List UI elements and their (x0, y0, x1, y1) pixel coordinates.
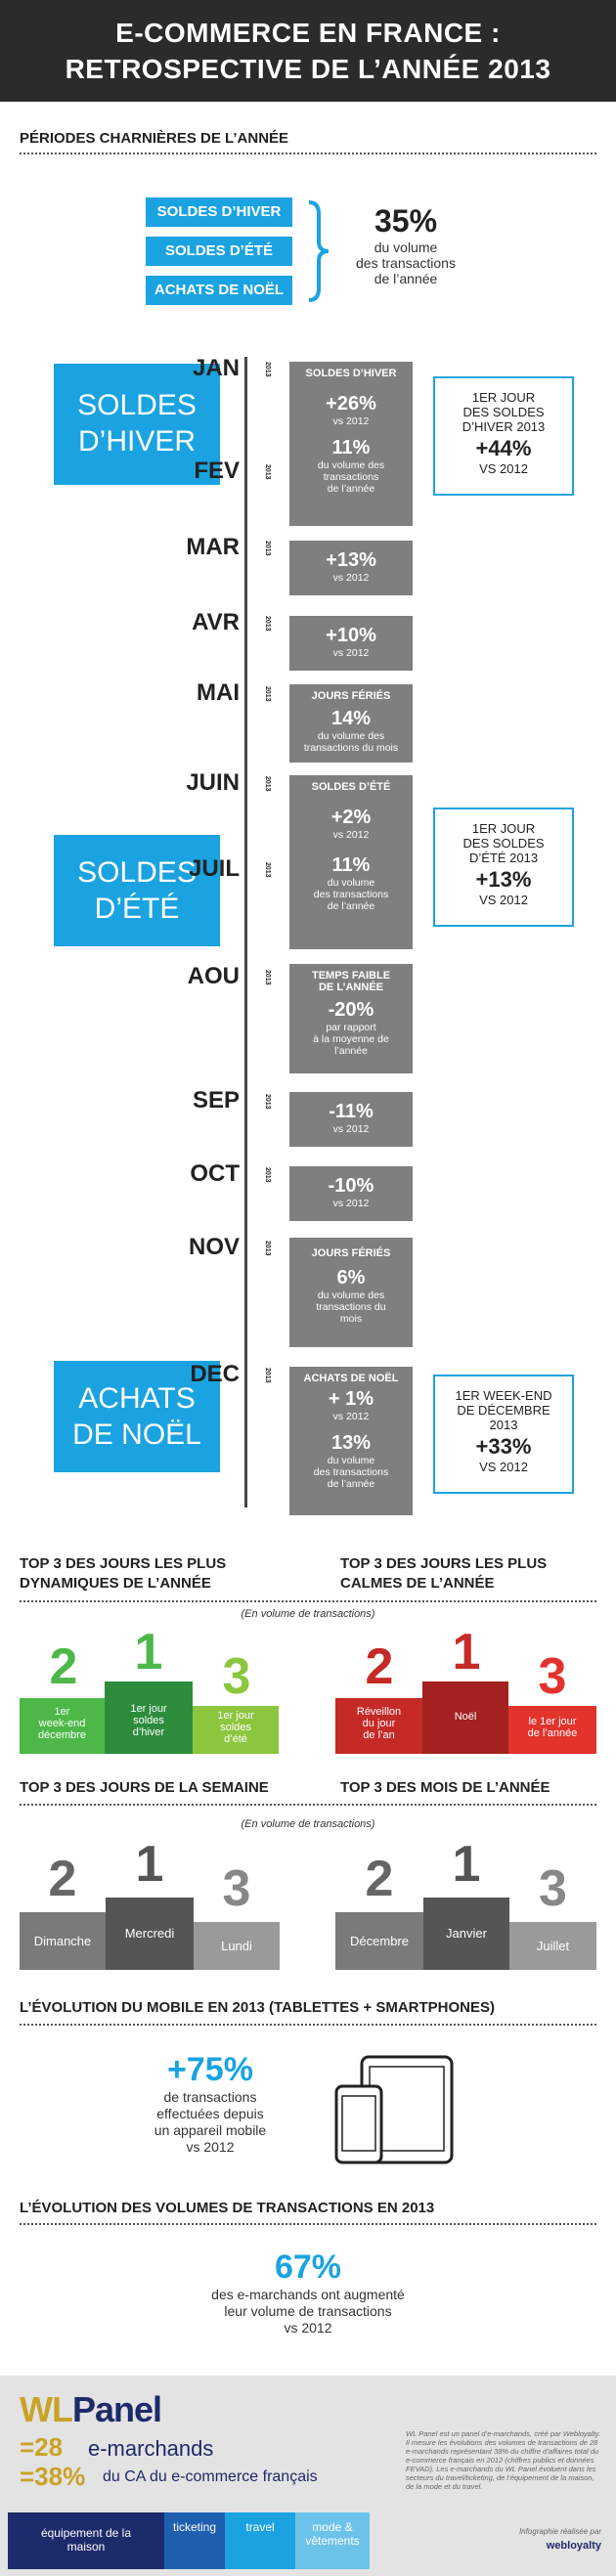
mobile-title: L’ÉVOLUTION DU MOBILE EN 2013 (TABLETTES + SMARTPHONES) (20, 1999, 496, 2016)
month-aou: AOU (187, 963, 240, 989)
box-dec: ACHATS DE NOËL + 1% vs 2012 13% du volume des transactions de l’année (289, 1367, 413, 1515)
year-label: 2013 (264, 1241, 271, 1256)
credit: Infographie réalisée par (518, 2527, 601, 2536)
month-mar: MAR (186, 534, 240, 560)
divider (20, 2024, 596, 2026)
callout-hiver: 1ER JOUR DES SOLDES D’HIVER 2013 +44% VS 2012 (433, 376, 574, 496)
mobile-pct: +75% (167, 2051, 253, 2088)
month-oct: OCT (190, 1160, 240, 1187)
webloyalty-logo: webloyalty (546, 2540, 601, 2552)
pod-dyn-3: 1er jour soldes d’été (193, 1706, 279, 1754)
pod-calm-1: Noël (422, 1681, 508, 1754)
callout-ete: 1ER JOUR DES SOLDES D’ÉTÉ 2013 +13% VS 2012 (433, 808, 574, 927)
cat-maison: équipement de la maison (8, 2512, 164, 2569)
divider (20, 153, 596, 154)
timeline-axis (244, 357, 247, 1507)
month-juil: JUIL (188, 855, 240, 882)
year-label: 2013 (264, 1368, 271, 1383)
month-avr: AVR (192, 609, 240, 635)
year-label: 2013 (264, 776, 271, 792)
top-calm-title: TOP 3 DES JOURS LES PLUS CALMES DE L’ANNÉE (340, 1555, 548, 1592)
volumes-desc-3: vs 2012 (284, 2320, 332, 2336)
year-label: 2013 (264, 1167, 271, 1183)
pod-week-2-num: 2 (48, 1851, 77, 1907)
pod-month-2-num: 2 (365, 1851, 394, 1907)
label-soldes-ete: SOLDES D’ÉTÉ (54, 835, 220, 946)
top-week-title: TOP 3 DES JOURS DE LA SEMAINE (20, 1779, 269, 1796)
cat-ticketing: ticketing (164, 2512, 225, 2569)
volumes-title: L’ÉVOLUTION DES VOLUMES DE TRANSACTIONS EN 2013 (20, 2200, 435, 2216)
mobile-desc-4: vs 2012 (186, 2139, 235, 2155)
divider (20, 1804, 596, 1806)
pod-dyn-3-num: 3 (222, 1648, 251, 1705)
month-dec: DEC (190, 1361, 240, 1387)
year-label: 2013 (264, 362, 271, 377)
box-nov: JOURS FÉRIÉS 6% du volume des transactions du mois (289, 1238, 413, 1347)
label-achats-noel: ACHATS DE NOËL (54, 1361, 220, 1472)
periods-title: PÉRIODES CHARNIÈRES DE L’ANNÉE (20, 130, 289, 147)
divider (20, 2223, 596, 2225)
box-sep: -11% vs 2012 (289, 1092, 413, 1147)
ca-share: =38% (20, 2462, 86, 2491)
tag-soldes-ete: SOLDES D’ÉTÉ (146, 237, 292, 266)
brace-icon (305, 200, 330, 303)
periods-pct: 35% (374, 203, 438, 239)
pod-month-1-num: 1 (452, 1836, 481, 1893)
year-label: 2013 (264, 970, 271, 985)
mobile-desc-2: effectuées depuis (156, 2106, 264, 2121)
tablet-smartphone-icon (332, 2053, 460, 2165)
en-volume-note: (En volume de transactions) (241, 1608, 375, 1620)
box-avr: +10% vs 2012 (289, 616, 413, 671)
pod-calm-1-num: 1 (452, 1624, 481, 1681)
tag-achats-noel: ACHATS DE NOËL (146, 276, 292, 305)
pod-month-3-num: 3 (539, 1860, 567, 1917)
volumes-desc-1: des e-marchands ont augmenté (211, 2287, 405, 2302)
year-label: 2013 (264, 616, 271, 632)
tag-soldes-hiver: SOLDES D’HIVER (146, 197, 292, 227)
wlpanel-logo: WLPanel (20, 2389, 162, 2429)
label-soldes-hiver: SOLDES D’HIVER (54, 364, 220, 485)
box-mai: JOURS FÉRIÉS 14% du volume des transactions du mois (289, 684, 413, 763)
box-mar: +13% vs 2012 (289, 541, 413, 595)
volumes-desc-2: leur volume de transactions (224, 2303, 392, 2319)
pod-week-3-num: 3 (222, 1860, 251, 1917)
box-jan-fev: SOLDES D’HIVER +26% vs 2012 11% du volume des transactions de l’année (289, 362, 413, 526)
year-label: 2013 (264, 862, 271, 878)
pod-week-1-num: 1 (135, 1836, 164, 1893)
box-oct: -10% vs 2012 (289, 1166, 413, 1221)
en-volume-note: (En volume de transactions) (241, 1818, 375, 1830)
pod-month-3: Juillet (509, 1922, 596, 1970)
mobile-desc-1: de transactions (163, 2089, 257, 2105)
pod-dyn-1-num: 1 (134, 1624, 163, 1681)
periods-desc-2: des transactions (356, 255, 456, 271)
count-merchants: =28 (20, 2432, 64, 2462)
pod-calm-2-num: 2 (365, 1638, 394, 1695)
footer (0, 2376, 616, 2576)
month-jan: JAN (192, 355, 240, 381)
year-label: 2013 (264, 464, 271, 480)
callout-noel: 1ER WEEK-END DE DÉCEMBRE 2013 +33% VS 2012 (433, 1375, 574, 1494)
periods-desc-3: de l’année (374, 271, 438, 286)
title-line-2: RETROSPECTIVE DE L’ANNÉE 2013 (65, 54, 551, 84)
divider (20, 1600, 596, 1602)
merchants-label: e-marchands (88, 2436, 214, 2461)
pod-calm-3: le 1er jour de l’année (508, 1706, 596, 1754)
mobile-desc-3: un appareil mobile (154, 2122, 267, 2138)
header-banner (0, 0, 616, 102)
pod-dyn-2: 1er week-end décembre (20, 1698, 105, 1754)
pod-week-2: Dimanche (20, 1912, 106, 1970)
pod-month-2: Décembre (335, 1912, 423, 1970)
volumes-pct: 67% (274, 2249, 342, 2286)
pod-week-3: Lundi (194, 1922, 280, 1970)
pod-calm-3-num: 3 (538, 1648, 567, 1705)
pod-month-1: Janvier (423, 1898, 509, 1970)
month-sep: SEP (192, 1087, 240, 1113)
pod-calm-2: Réveillon du jour de l’an (335, 1698, 422, 1754)
month-fev: FEV (194, 458, 240, 484)
box-aou: TEMPS FAIBLE DE L’ANNÉE -20% par rapport à la moyenne de l’année (289, 964, 413, 1073)
year-label: 2013 (264, 686, 271, 702)
title-line-1: E-COMMERCE EN FRANCE : (115, 18, 501, 48)
month-mai: MAI (197, 679, 240, 706)
pod-dyn-2-num: 2 (49, 1638, 78, 1695)
ca-label: du CA du e-commerce français (103, 2468, 318, 2485)
pod-dyn-1: 1er jour soldes d’hiver (105, 1681, 193, 1754)
box-juin-juil: SOLDES D’ÉTÉ +2% vs 2012 11% du volume des transactions de l’année (289, 775, 413, 949)
periods-desc-1: du volume (374, 240, 438, 255)
month-nov: NOV (188, 1234, 240, 1260)
top-month-title: TOP 3 DES MOIS DE L’ANNÉE (340, 1779, 550, 1796)
month-juin: JUIN (186, 769, 240, 796)
year-label: 2013 (264, 1094, 271, 1110)
cat-mode: mode & vêtements (295, 2512, 370, 2569)
cat-travel: travel (225, 2512, 295, 2569)
pod-week-1: Mercredi (106, 1898, 194, 1970)
top-dyn-title: TOP 3 DES JOURS LES PLUS DYNAMIQUES DE L’ANNÉE (20, 1555, 227, 1592)
year-label: 2013 (264, 541, 271, 556)
panel-note: WL Panel est un panel d’e-marchands, créé par Webloyalty. Il mesure les évolutions des volumes de transactions de 28 e-marchands représentant 38% du chiffre d’affaires total du e-commerce français en 2012 (chiffres publics et données FEVAD). Les e-marchands du WL Panel évoluent dans les secteurs du travel/ticketing, de l’équipement de la maison, de la mode et du travel. (406, 2429, 600, 2491)
